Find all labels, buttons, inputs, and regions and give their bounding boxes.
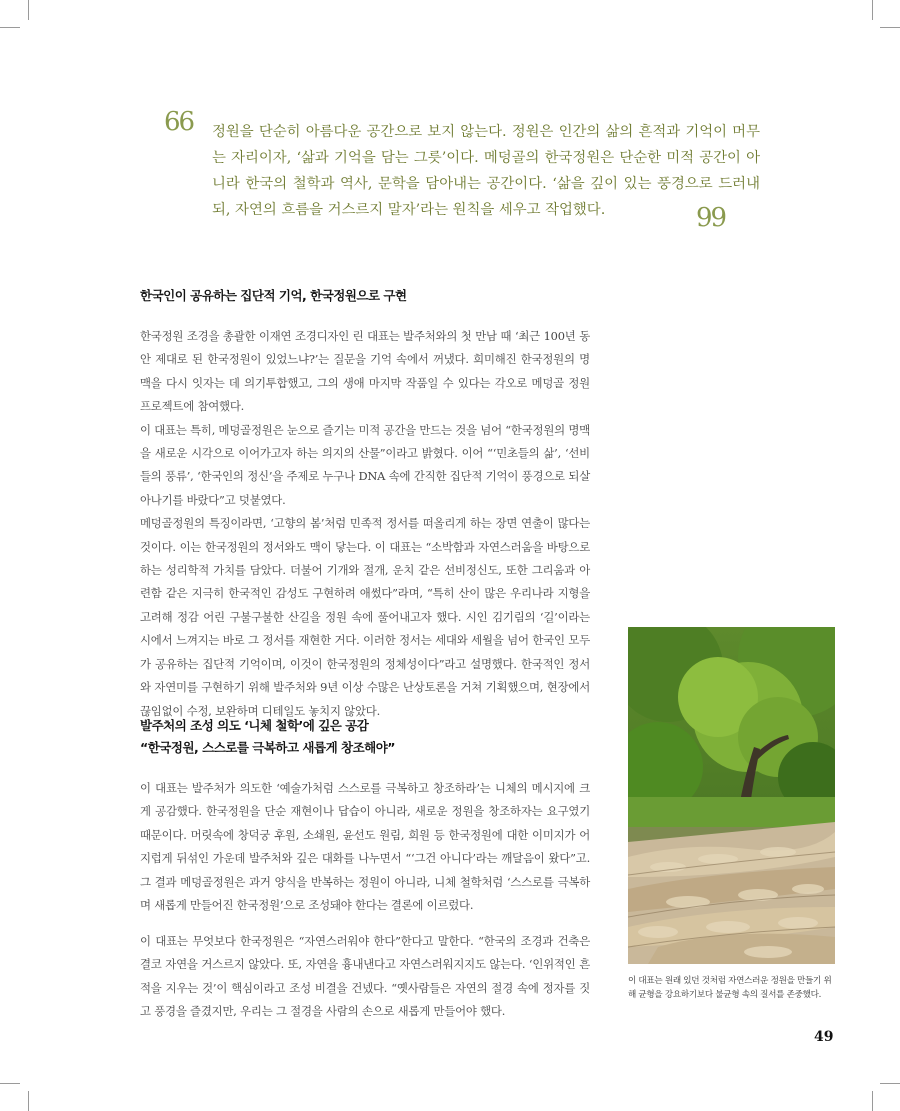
crop-mark-bottom-left xyxy=(28,1091,29,1111)
open-quote-mark: 66 xyxy=(164,107,194,137)
section-1-body xyxy=(140,325,590,723)
section-heading-collective-memory: 한국인이 공유하는 집단적 기억, 한국정원으로 구현 xyxy=(140,288,407,303)
body-paragraph: 한국정원 조경을 총괄한 이재연 조경디자인 린 대표는 발주처와의 첫 만남 때 ‘최근 100년 동안 제대로 된 한국정원이 있었느냐?’는 질문을 기억 속에서 꺼냈다. 희미해진 한국정원의 명맥을 다시 잇자는 데 의기투합했고, 그의 생애 마지막 작품일 수 있다는 각오로 메덩골 정원 프로젝트에 참여했다. xyxy=(140,329,590,414)
crop-mark-top-right xyxy=(872,0,873,20)
section-heading-nietzsche xyxy=(140,715,640,759)
body-paragraph: 이 대표는 특히, 메덩골정원은 눈으로 즐기는 미적 공간을 만드는 것을 넘어 “한국정원의 명맥을 새로운 시각으로 이어가고자 하는 의지의 산물”이라고 밝혔다. 이어 “‘민초들의 삶’, ‘선비들의 풍류’, ‘한국인의 정신’을 주제로 누구나 DNA 속에 간직한 집단적 기억이 풍경으로 되살아나기를 바랐다”고 덧붙였다. xyxy=(140,422,590,507)
section-heading-line: “한국정원, 스스로를 극복하고 새롭게 창조해야” xyxy=(140,740,396,755)
close-quote-mark: 99 xyxy=(696,203,726,233)
section-2-body-a xyxy=(140,777,590,917)
section-2-body-b xyxy=(140,930,590,1024)
section-heading-line: 발주처의 조성 의도 ‘니체 철학’에 깊은 공감 xyxy=(140,718,369,733)
crop-mark-top-right-h xyxy=(880,27,900,28)
crop-mark-top-left xyxy=(28,0,29,20)
pull-quote xyxy=(160,105,760,235)
crop-mark-bottom-left-h xyxy=(0,1083,20,1084)
crop-mark-bottom-right xyxy=(872,1091,873,1111)
body-paragraph: 메덩골정원의 특징이라면, ‘고향의 봄’처럼 민족적 정서를 떠올리게 하는 장면 연출이 많다는 것이다. 이는 한국정원의 정서와도 맥이 닿는다. 이 대표는 “소박함과 자연스러움을 바탕으로 하는 성리학적 가치를 담았다. 더불어 기개와 절개, 운치 같은 선비정신도, 또한 그리움과 아련함 같은 지극히 한국적인 감성도 구현하려 애썼다”라며, “특히 산이 많은 우리나라 지형을 고려해 정감 어린 구불구불한 산길을 정원 속에 풀어내고자 했다. 시인 김기림의 ‘길’이라는 시에서 느껴지는 바로 그 정서를 재현한 거다. 이러한 정서는 세대와 세월을 넘어 한국인 모두가 공유하는 집단적 기억이며, 이것이 한국정원의 정체성이다”라고 설명했다. 한국적인 정서와 자연미를 구현하기 위해 발주처와 9년 이상 수많은 난상토론을 거쳐 기획했으며, 현장에서 끊임없이 수정, 보완하며 디테일도 놓치지 않았다. xyxy=(140,516,590,718)
photo-caption: 이 대표는 원래 있던 것처럼 자연스러운 정원을 만들기 위해 균형을 강요하기보다 불균형 속의 질서를 존중했다. xyxy=(628,976,832,1000)
body-paragraph: 이 대표는 무엇보다 한국정원은 “자연스러워야 한다”한다고 말한다. “한국의 조경과 건축은 결코 자연을 거스르지 않았다. 또, 자연을 흉내낸다고 자연스러워지지도 않는다. ‘인위적인 흔적을 지우는 것’이 핵심이라고 조성 비결을 건넸다. “옛사람들은 자연의 절경 속에 정자를 짓고 풍경을 즐겼지만, 우리는 그 절경을 사람의 손으로 새롭게 만들어야 했다. xyxy=(140,934,590,1019)
body-paragraph: 이 대표는 발주처가 의도한 ‘예술가처럼 스스로를 극복하고 창조하라’는 니체의 메시지에 크게 공감했다. 한국정원을 단순 재현이나 답습이 아니라, 새로운 정원을 창조하자는 요구였기 때문이다. 머릿속에 창덕궁 후원, 소쇄원, 윤선도 원림, 희원 등 한국정원에 대한 이미지가 어지럽게 뒤섞인 가운데 발주처와 깊은 대화를 나누면서 “‘그건 아니다’라는 깨달음이 왔다”고. 그 결과 메덩골정원은 과거 양식을 반복하는 정원이 아니라, 니체 철학처럼 ‘스스로를 극복하며 새롭게 만들어진 한국정원’으로 조성돼야 한다는 결론에 이르렀다. xyxy=(140,781,590,913)
pull-quote-text: 정원을 단순히 아름다운 공간으로 보지 않는다. 정원은 인간의 삶의 흔적과 기억이 머무는 자리이자, ‘삶과 기억을 담는 그릇’이다. 메덩골의 한국정원은 단순한 미적 공간이 아니라 한국의 철학과 역사, 문학을 담아내는 공간이다. ‘삶을 깊이 있는 풍경으로 드러내되, 자연의 흐름을 거스르지 말자’라는 원칙을 세우고 작업했다. xyxy=(212,124,760,218)
garden-photo xyxy=(628,627,835,964)
crop-mark-top-left-h xyxy=(0,27,20,28)
crop-mark-bottom-right-h xyxy=(880,1083,900,1084)
page-number: 49 xyxy=(814,1029,834,1045)
